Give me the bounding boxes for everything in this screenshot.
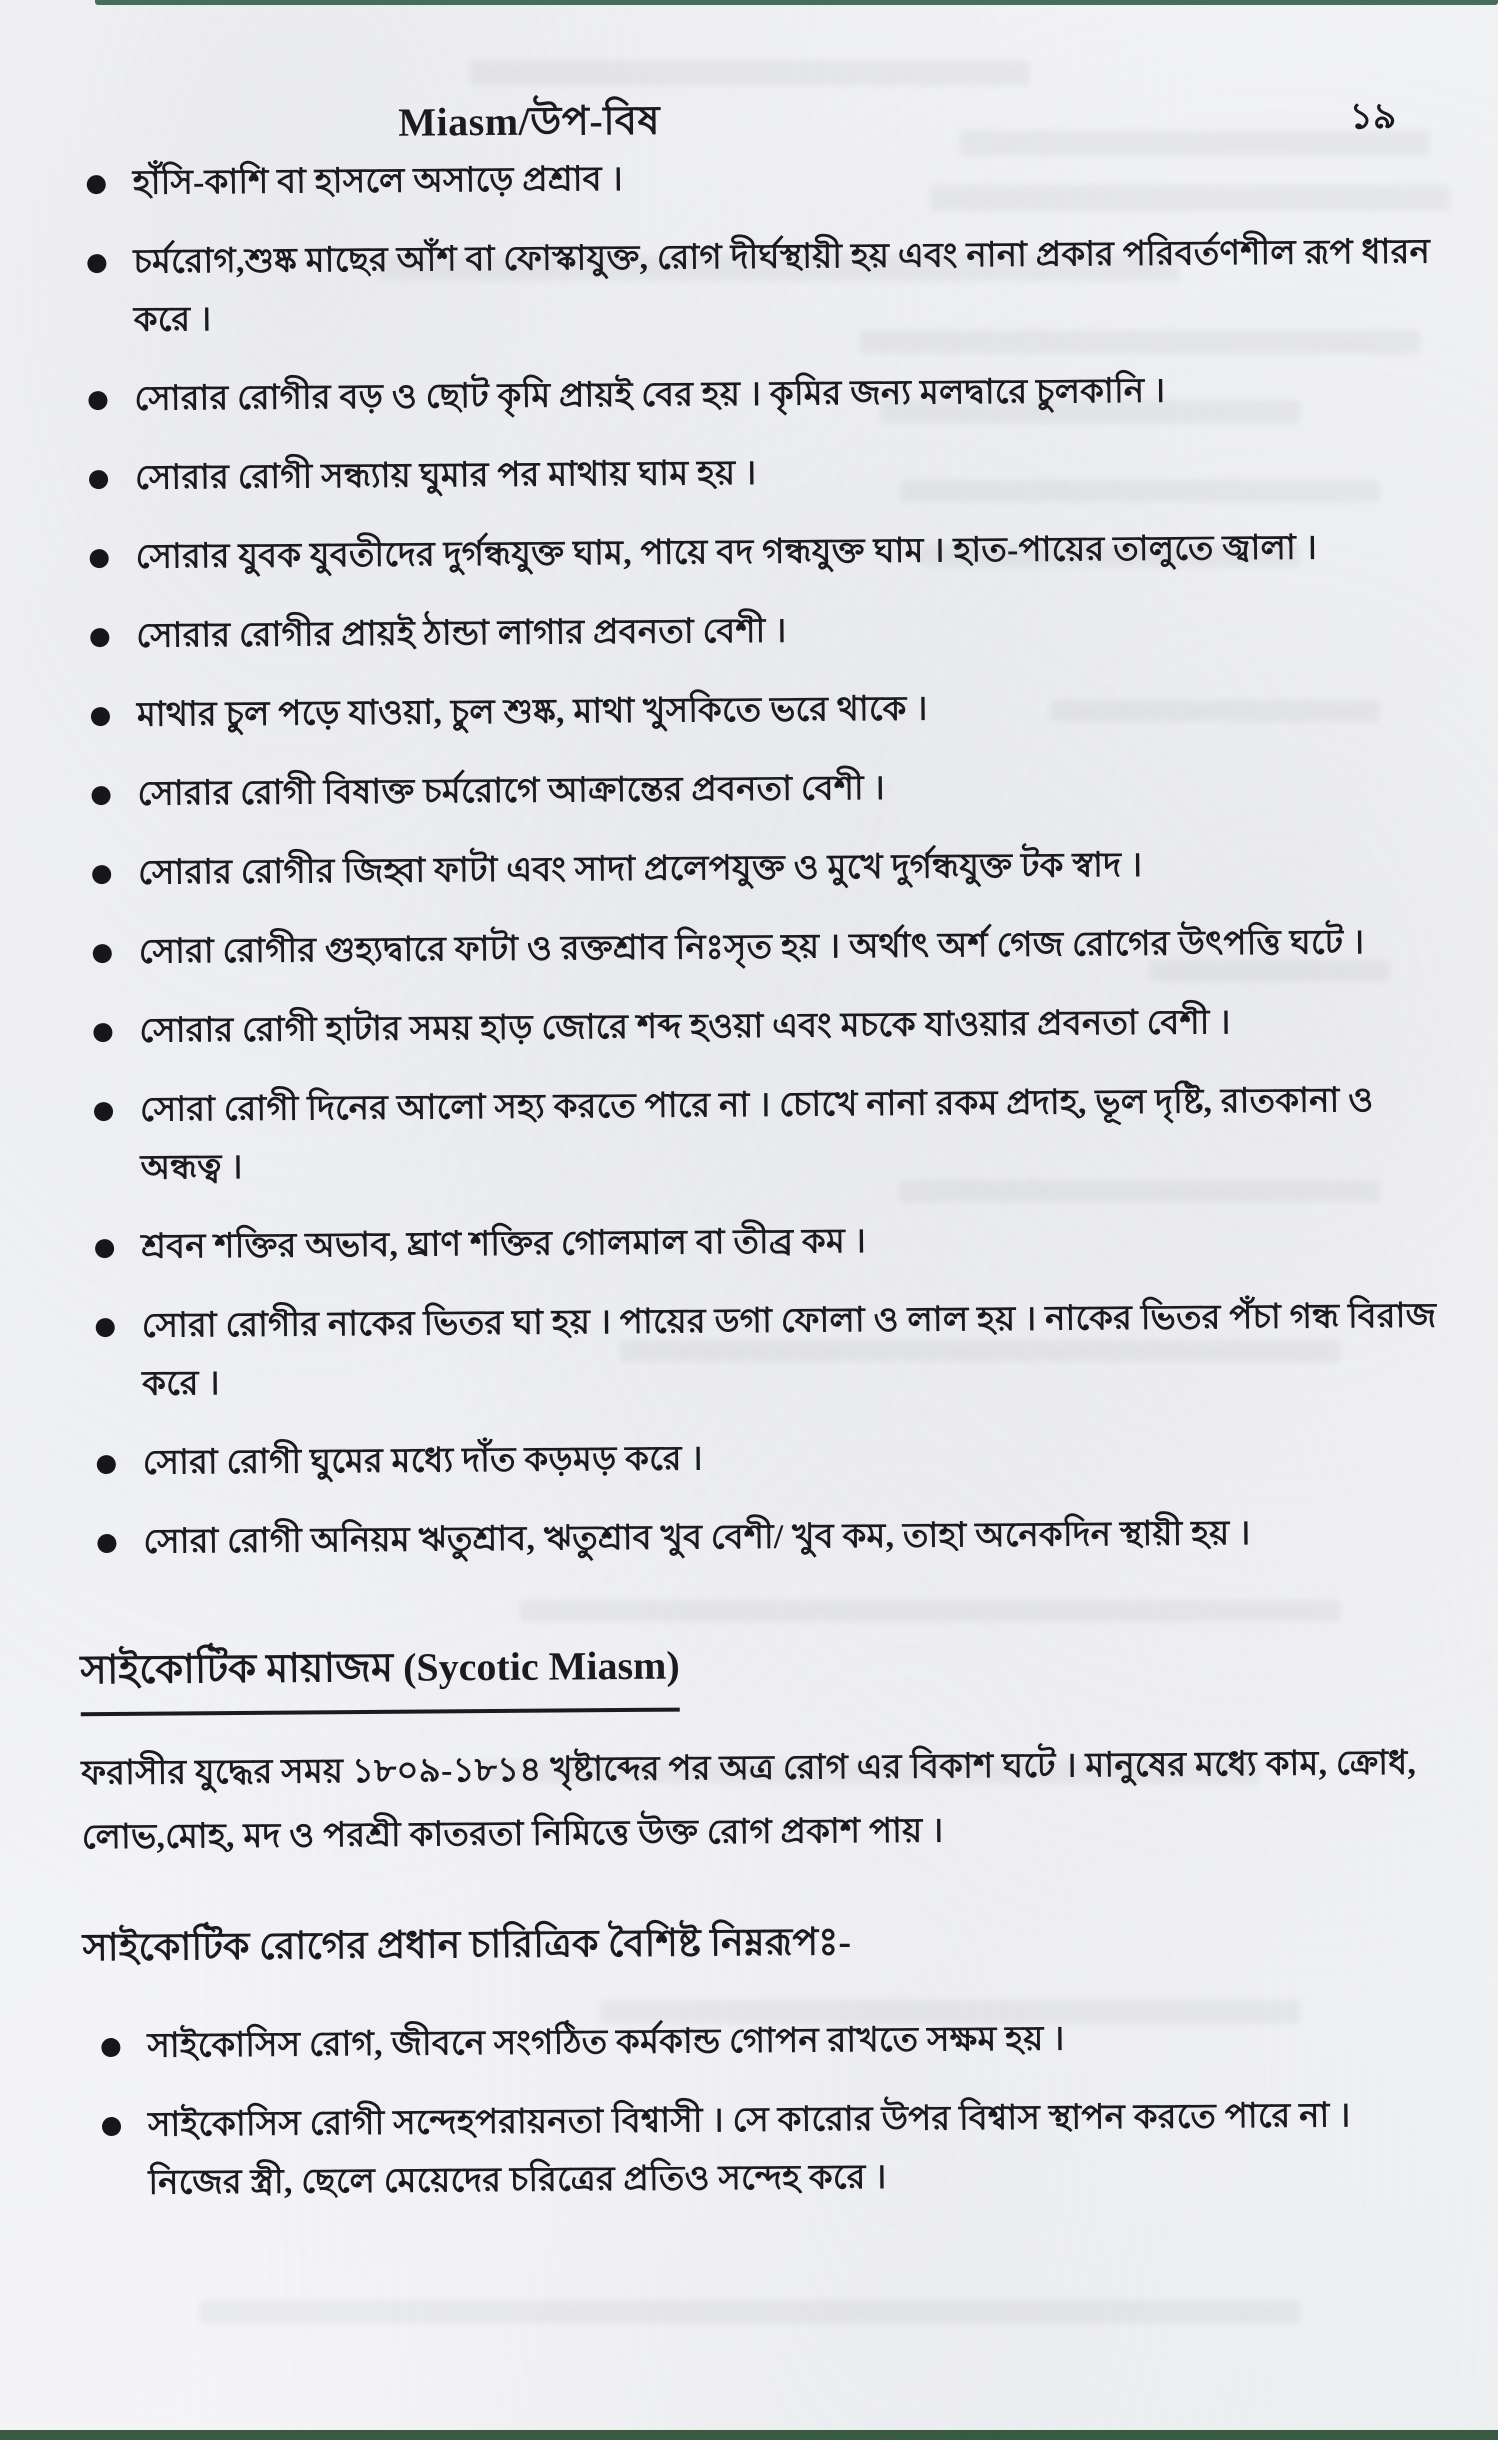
page-title: Miasm/উপ-বিষ [398, 97, 661, 145]
list-item: সোরার রোগীর বড় ও ছোট কৃমি প্রায়ই বের হয় । কৃমির জন্য মলদ্বারে চুলকানি । [82, 361, 1438, 430]
psora-symptom-list [69, 145, 1448, 1573]
sycotic-miasm-heading-text: সাইকোটিক মায়াজম (Sycotic Miasm) [80, 1634, 680, 1717]
sycotic-intro-paragraph: ফরাসীর যুদ্ধের সময় ১৮০৯-১৮১৪ খৃষ্টাব্দের পর অত্র রোগ এর বিকাশ ঘটে । মানুষের মধ্যে কাম, ক্রোধ, লোভ,মোহ, মদ ও পরশ্রী কাতরতা নিমিত্তে উক্ত রোগ প্রকাশ পায় । [81, 1744, 1417, 1857]
list-item: সোরা রোগী ঘুমের মধ্যে দাঁত কড়মড় করে । [91, 1425, 1447, 1494]
sycotic-symptom-list [83, 2008, 1452, 2214]
list-item: সোরার রোগী বিষাক্ত চর্মরোগে আক্রান্তের প্রবনতা বেশী । [85, 756, 1441, 825]
list-item: সোরার রোগী হাটার সময় হাড় জোরে শব্দ হওয়া এবং মচকে যাওয়ার প্রবনতা বেশী । [87, 993, 1443, 1062]
list-item: সোরার রোগীর জিহ্বা ফাটা এবং সাদা প্রলেপযুক্ত ও মুখে দুর্গন্ধযুক্ত টক স্বাদ । [86, 835, 1442, 904]
list-item: মাথার চুল পড়ে যাওয়া, চুল শুষ্ক, মাথা খুসকিতে ভরে থাকে । [85, 677, 1441, 746]
list-item: শ্রবন শক্তির অভাব, ঘ্রাণ শক্তির গোলমাল বা তীব্র কম । [89, 1209, 1445, 1278]
list-item: চর্মরোগ,শুষ্ক মাছের আঁশ বা ফোস্কাযুক্ত, রোগ দীর্ঘস্থায়ী হয় এবং নানা প্রকার পরিবর্তণশীল রূপ ধারন করে । [81, 224, 1438, 351]
list-item: সোরার রোগী সন্ধ্যায় ঘুমার পর মাথায় ঘাম হয় । [83, 440, 1439, 509]
page-number: ১৯ [1349, 95, 1397, 137]
list-item: সোরা রোগী অনিয়ম ঋতুশ্রাব, ঋতুশ্রাব খুব বেশী/ খুব কম, তাহা অনেকদিন স্থায়ী হয় । [91, 1504, 1447, 1573]
list-item: সাইকোসিস রোগ, জীবনে সংগঠিত কর্মকান্ড গোপন রাখতে সক্ষম হয় । [95, 2008, 1451, 2077]
sycotic-characteristics-subheading: সাইকোটিক রোগের প্রধান চারিত্রিক বৈশিষ্ট নিম্নরূপঃ- [82, 1921, 852, 1970]
sycotic-miasm-heading [80, 1628, 1449, 1717]
list-item: সোরা রোগীর নাকের ভিতর ঘা হয় । পায়ের ডগা ফোলা ও লাল হয় । নাকের ভিতর পঁচা গন্ধ বিরাজ করে । [90, 1288, 1447, 1415]
list-item: হাঁসি-কাশি বা হাসলে অসাড়ে প্রশ্রাব । [81, 145, 1437, 214]
list-item: সাইকোসিস রোগী সন্দেহপরায়নতা বিশ্বাসী । সে কারোর উপর বিশ্বাস স্থাপন করতে পারে না । নিজের স্ত্রী, ছেলে মেয়েদের চরিত্রের প্রতিও সন্দেহ করে । [96, 2087, 1453, 2214]
list-item: সোরার রোগীর প্রায়ই ঠান্ডা লাগার প্রবনতা বেশী । [84, 598, 1440, 667]
list-item: সোরার যুবক যুবতীদের দুর্গন্ধযুক্ত ঘাম, পায়ে বদ গন্ধযুক্ত ঘাম । হাত-পায়ের তালুতে জ্বালা । [83, 519, 1439, 588]
list-item: সোরা রোগী দিনের আলো সহ্য করতে পারে না । চোখে নানা রকম প্রদাহ, ভূল দৃষ্টি, রাতকানা ও অন্ধত্ব । [88, 1072, 1445, 1199]
page-header [68, 55, 1437, 146]
list-item: সোরা রোগীর গুহ্যদ্বারে ফাটা ও রক্তশ্রাব নিঃসৃত হয় । অর্থাৎ অর্শ গেজ রোগের উৎপত্তি ঘটে । [87, 914, 1443, 983]
